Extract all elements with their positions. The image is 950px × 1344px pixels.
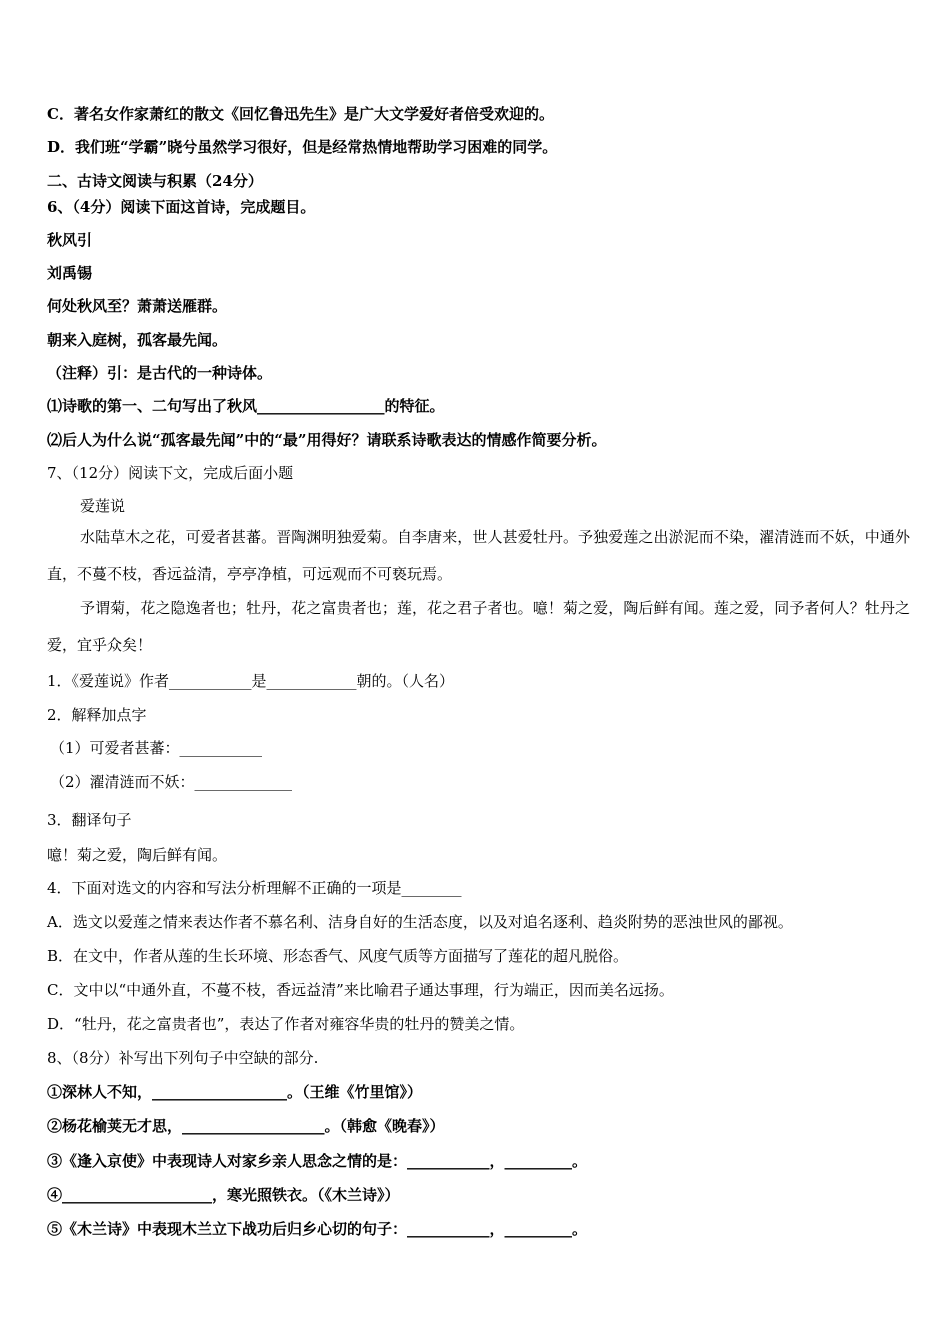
poem-line-1: 何处秋风至？萧萧送雁群。 <box>47 297 228 315</box>
essay-title: 爱莲说 <box>80 497 126 515</box>
question-8: 8、（8分）补写出下列句子中空缺的部分. <box>47 1049 319 1067</box>
q8-item-4: ④____________________，寒光照铁衣。（《木兰诗》） <box>47 1186 400 1204</box>
q8-item-5: ⑤《木兰诗》中表现木兰立下战功后归乡心切的句子：___________，_________。 <box>47 1220 588 1238</box>
q7-option-d: D．“牡丹，花之富贵者也”，表达了作者对雍容华贵的牡丹的赞美之情。 <box>47 1015 525 1033</box>
section-heading: 二、古诗文阅读与积累（24分） <box>47 172 263 190</box>
poem-author: 刘禹锡 <box>47 264 93 282</box>
option-c: C．著名女作家萧红的散文《回忆鲁迅先生》是广大文学爱好者倍受欢迎的。 <box>47 105 554 123</box>
q8-item-3: ③《逢入京使》中表现诗人对家乡亲人思念之情的是：___________，_________。 <box>47 1152 588 1170</box>
q6-sub-2: ⑵后人为什么说“孤客最先闻”中的“最”用得好？请联系诗歌表达的情感作简要分析。 <box>47 431 607 449</box>
q7-sub-2: 2．解释加点字 <box>47 706 147 724</box>
q7-option-c: C．文中以“中通外直，不蔓不枝，香远益清”来比喻君子通达事理，行为端正，因而美名远扬。 <box>47 981 674 999</box>
poem-note: （注释）引：是古代的一种诗体。 <box>47 364 273 382</box>
poem-line-2: 朝来入庭树，孤客最先闻。 <box>47 331 228 349</box>
q6-sub-1: ⑴诗歌的第一、二句写出了秋风_________________的特征。 <box>47 397 445 415</box>
q7-sub-2-item-1: （1）可爱者甚蕃：___________ <box>50 739 263 757</box>
q7-sub-3: 3．翻译句子 <box>47 811 132 829</box>
q7-sub-3-sentence: 噫！菊之爱，陶后鲜有闻。 <box>47 846 228 864</box>
q7-option-b: B．在文中，作者从莲的生长环境、形态香气、风度气质等方面描写了莲花的超凡脱俗。 <box>47 947 629 965</box>
q7-sub-2-item-2: （2）濯清涟而不妖：_____________ <box>50 773 293 791</box>
option-d: D．我们班“学霸”晓兮虽然学习很好，但是经常热情地帮助学习困难的同学。 <box>47 138 558 156</box>
essay-paragraph-2: 予谓菊，花之隐逸者也；牡丹，花之富贵者也；莲，花之君子者也。噫！菊之爱，陶后鲜有闻。莲之爱，同予者何人？牡丹之爱，宜乎众矣！ <box>47 599 910 654</box>
q7-sub-1: 1．《爱莲说》作者___________是____________朝的。（人名） <box>47 672 455 690</box>
poem-title: 秋风引 <box>47 231 93 249</box>
question-7: 7、（12分）阅读下文，完成后面小题 <box>47 464 294 482</box>
q7-sub-4: 4．下面对选文的内容和写法分析理解不正确的一项是________ <box>47 879 462 897</box>
essay-paragraph-1: 水陆草木之花，可爱者甚蕃。晋陶渊明独爱菊。自李唐来，世人甚爱牡丹。予独爱莲之出淤泥而不染，濯清涟而不妖，中通外直，不蔓不枝，香远益清，亭亭净植，可远观而不可亵玩焉。 <box>47 528 910 583</box>
q8-item-1: ①深林人不知，__________________。（王维《竹里馆》） <box>47 1083 423 1101</box>
q7-option-a: A．选文以爱莲之情来表达作者不慕名利、洁身自好的生活态度，以及对追名逐利、趋炎附势的恶浊世风的鄙视。 <box>47 913 793 931</box>
q8-item-2: ②杨花榆荚无才思，___________________。（韩愈《晚春》） <box>47 1117 445 1135</box>
question-6: 6、（4分）阅读下面这首诗，完成题目。 <box>47 198 316 216</box>
